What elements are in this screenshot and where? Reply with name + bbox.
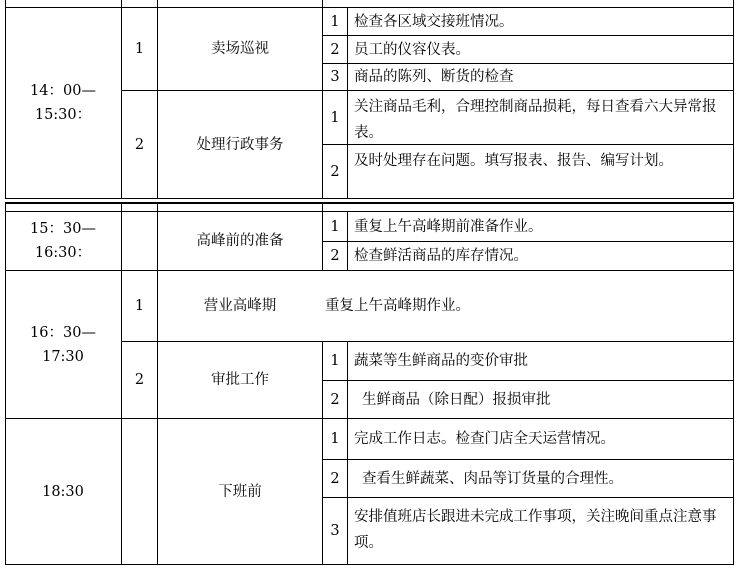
grid-line xyxy=(121,202,122,565)
item-text: 关注商品毛利，合理控制商品损耗，每日查看六大异常报表。 xyxy=(354,99,717,141)
group-number xyxy=(122,212,157,270)
grid-line xyxy=(121,0,122,199)
grid-line xyxy=(323,35,734,36)
item-number: 3 xyxy=(330,69,340,85)
grid-line xyxy=(347,211,348,271)
grid-line xyxy=(323,497,734,498)
group-title: 卖场巡视 xyxy=(211,41,269,57)
item-text: 及时处理存在问题。填写报表、报告、编写计划。 xyxy=(354,153,673,169)
item-text: 查看生鲜蔬菜、肉品等订货量的合理性。 xyxy=(362,470,623,487)
grid-line xyxy=(5,270,734,271)
item-number: 2 xyxy=(330,163,340,180)
time-line: 17:30 xyxy=(42,348,84,365)
grid-line xyxy=(322,341,323,565)
grid-line xyxy=(322,0,323,199)
item-number: 2 xyxy=(330,41,340,58)
grid-line xyxy=(5,7,734,8)
time-line: 15：30— xyxy=(30,221,96,237)
grid-line xyxy=(323,241,734,242)
grid-line xyxy=(5,564,734,565)
grid-line xyxy=(347,7,348,199)
grid-line xyxy=(5,418,734,419)
item-text: 检查鲜活商品的库存情况。 xyxy=(354,248,528,264)
item-number: 1 xyxy=(330,109,340,126)
time-cell xyxy=(5,271,121,418)
grid-line xyxy=(5,0,6,199)
item-number: 2 xyxy=(330,391,340,408)
item-number: 3 xyxy=(330,523,340,539)
item-text-merged: 重复上午高峰期作业。 xyxy=(325,298,470,314)
grid-line xyxy=(323,459,734,460)
item-text: 安排值班店长跟进未完成工作事项，关注晚间重点注意事项。 xyxy=(354,509,717,551)
group-number: 1 xyxy=(134,41,145,57)
grid-line xyxy=(323,144,734,145)
grid-line xyxy=(323,380,734,381)
item-number: 2 xyxy=(330,248,340,264)
group-number xyxy=(122,419,157,564)
grid-line xyxy=(122,90,734,91)
item-text: 完成工作日志。检查门店全天运营情况。 xyxy=(354,431,615,447)
item-number: 1 xyxy=(330,218,340,235)
grid-line xyxy=(5,211,734,212)
group-title: 高峰前的准备 xyxy=(196,233,284,249)
grid-line xyxy=(5,202,6,565)
grid-line xyxy=(122,341,734,342)
time-line: 15:30： xyxy=(34,107,92,123)
grid-line xyxy=(5,198,734,199)
grid-line xyxy=(347,341,348,565)
time-cell xyxy=(5,212,121,270)
item-number: 1 xyxy=(330,431,340,447)
grid-line xyxy=(157,0,158,199)
time-line: 18:30 xyxy=(42,483,84,500)
group-number: 2 xyxy=(134,136,145,153)
time-line: 14：00— xyxy=(30,83,96,99)
item-text: 蔬菜等生鲜商品的变价审批 xyxy=(354,353,528,369)
grid-line xyxy=(157,202,158,565)
time-line: 16：30— xyxy=(30,324,96,341)
item-number: 2 xyxy=(330,470,340,487)
time-cell xyxy=(5,8,121,198)
group-title: 下班前 xyxy=(218,483,262,500)
item-number: 1 xyxy=(330,353,340,369)
item-text: 商品的陈列、断货的检查 xyxy=(354,69,514,85)
item-text: 检查各区域交接班情况。 xyxy=(354,13,514,30)
grid-line xyxy=(322,202,323,271)
time-cell xyxy=(5,419,121,564)
group-number: 2 xyxy=(134,372,145,388)
time-line: 16:30： xyxy=(34,245,92,261)
group-title: 处理行政事务 xyxy=(196,136,284,153)
group-title: 营业高峰期 xyxy=(203,298,277,314)
item-number: 1 xyxy=(330,13,340,30)
group-number: 1 xyxy=(134,298,145,314)
item-text: 重复上午高峰期前准备作业。 xyxy=(354,218,543,235)
grid-line xyxy=(733,202,734,565)
group-title: 审批工作 xyxy=(211,372,269,388)
grid-line xyxy=(5,202,734,204)
grid-line xyxy=(323,63,734,64)
item-text: 生鲜商品（除日配）报损审批 xyxy=(362,391,551,408)
item-text: 员工的仪容仪表。 xyxy=(354,41,470,58)
grid-line xyxy=(733,0,734,199)
